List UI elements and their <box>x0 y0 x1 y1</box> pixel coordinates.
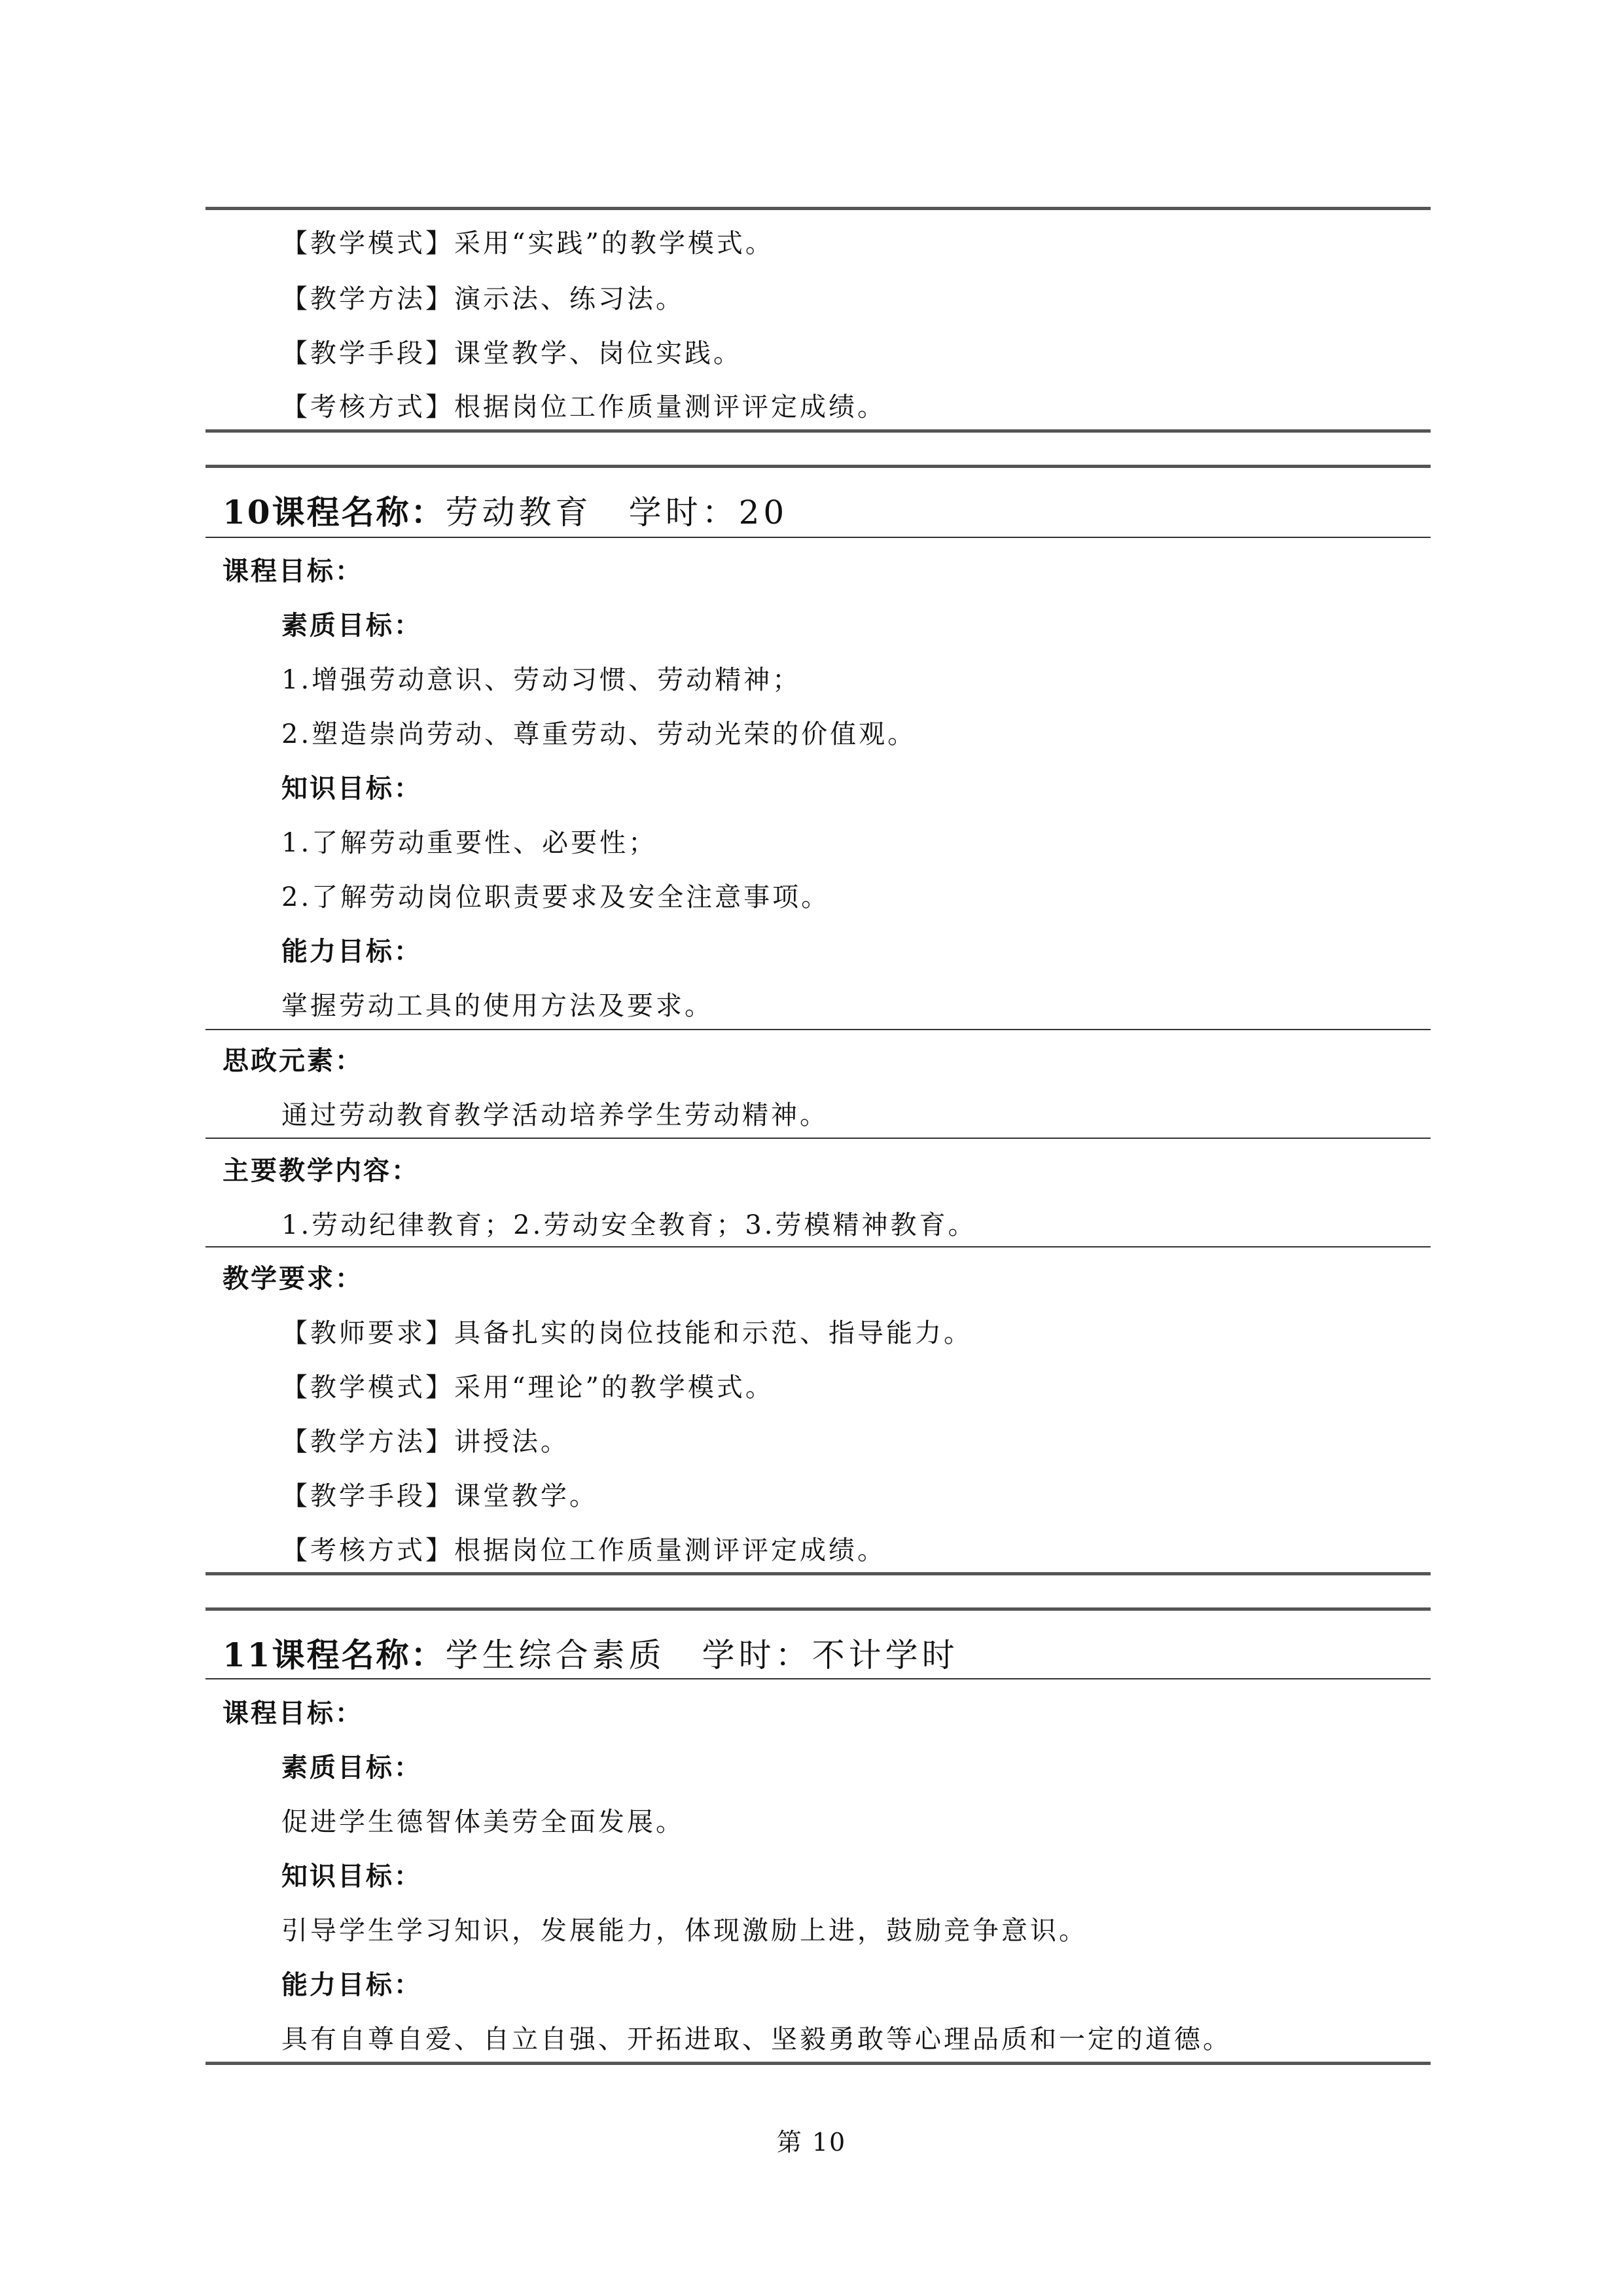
course10-ideology-heading: 思政元素： <box>223 1045 363 1076</box>
assessment-method: 【考核方式】根据岗位工作质量测评评定成绩。 <box>281 392 886 422</box>
course10-req-teacher: 【教师要求】具备扎实的岗位技能和示范、指导能力。 <box>281 1318 972 1348</box>
course11-knowledge-heading: 知识目标： <box>281 1861 422 1892</box>
course11-name-label: 课程名称： <box>272 1636 446 1674</box>
course10-ideology-text: 通过劳动教育教学活动培养学生劳动精神。 <box>281 1100 829 1130</box>
course11-number: 11 <box>223 1636 272 1674</box>
teaching-method: 【教学方法】演示法、练习法。 <box>281 284 685 314</box>
course10-req-means: 【教学手段】课堂教学。 <box>281 1481 598 1511</box>
course11-top-rule <box>205 1607 1431 1611</box>
course10-name: 劳动教育 <box>445 493 592 531</box>
teaching-means: 【教学手段】课堂教学、岗位实践。 <box>281 338 742 368</box>
course10-knowledge-item-2: 2.了解劳动岗位职责要求及安全注意事项。 <box>281 882 830 912</box>
course11-goals-heading: 课程目标： <box>223 1698 363 1729</box>
course11-name: 学生综合素质 <box>445 1636 666 1674</box>
course10-hours: 20 <box>738 493 789 531</box>
section-end-rule <box>205 429 1431 433</box>
course11-ability-heading: 能力目标： <box>281 1969 422 2000</box>
course10-quality-item-2: 2.塑造崇尚劳动、尊重劳动、劳动光荣的价值观。 <box>281 719 917 749</box>
course10-quality-item-1: 1.增强劳动意识、劳动习惯、劳动精神； <box>281 665 802 695</box>
course10-knowledge-item-1: 1.了解劳动重要性、必要性； <box>281 828 658 858</box>
teaching-mode: 【教学模式】采用“实践”的教学模式。 <box>281 228 774 259</box>
top-rule <box>205 207 1431 210</box>
course10-hours-label: 学时： <box>628 493 739 531</box>
course10-quality-heading: 素质目标： <box>281 610 422 641</box>
course10-title-rule <box>205 537 1431 538</box>
course10-end-rule <box>205 1572 1431 1575</box>
course11-ability-text: 具有自尊自爱、自立自强、开拓进取、坚毅勇敢等心理品质和一定的道德。 <box>281 2024 1232 2054</box>
course11-knowledge-text: 引导学生学习知识，发展能力，体现激励上进，鼓励竞争意识。 <box>281 1916 1088 1946</box>
course10-content-heading: 主要教学内容： <box>223 1155 419 1186</box>
course11-title-rule <box>205 1678 1431 1679</box>
course10-ability-text: 掌握劳动工具的使用方法及要求。 <box>281 991 713 1021</box>
course10-req-assessment: 【考核方式】根据岗位工作质量测评评定成绩。 <box>281 1535 886 1566</box>
course11-quality-text: 促进学生德智体美劳全面发展。 <box>281 1807 685 1837</box>
course10-goals-heading: 课程目标： <box>223 556 363 586</box>
course10-goals-rule <box>205 1029 1431 1030</box>
course10-req-method: 【教学方法】讲授法。 <box>281 1427 569 1457</box>
course10-content-text: 1.劳动纪律教育；2.劳动安全教育；3.劳模精神教育。 <box>281 1210 977 1240</box>
course11-hours: 不计学时 <box>812 1636 959 1674</box>
course10-title <box>223 490 788 535</box>
course10-number: 10 <box>223 493 272 531</box>
course11-end-rule <box>205 2062 1431 2065</box>
page-number: 第 10 <box>776 2128 847 2157</box>
course10-ideology-rule <box>205 1138 1431 1139</box>
course11-hours-label: 学时： <box>702 1636 812 1674</box>
course10-req-heading: 教学要求： <box>223 1263 363 1294</box>
course10-ability-heading: 能力目标： <box>281 936 422 967</box>
course10-top-rule <box>205 465 1431 468</box>
course11-quality-heading: 素质目标： <box>281 1752 422 1783</box>
course10-req-mode: 【教学模式】采用“理论”的教学模式。 <box>281 1372 774 1403</box>
course11-title <box>223 1632 959 1678</box>
course10-knowledge-heading: 知识目标： <box>281 773 422 804</box>
course10-name-label: 课程名称： <box>272 493 446 531</box>
course10-content-rule <box>205 1246 1431 1247</box>
